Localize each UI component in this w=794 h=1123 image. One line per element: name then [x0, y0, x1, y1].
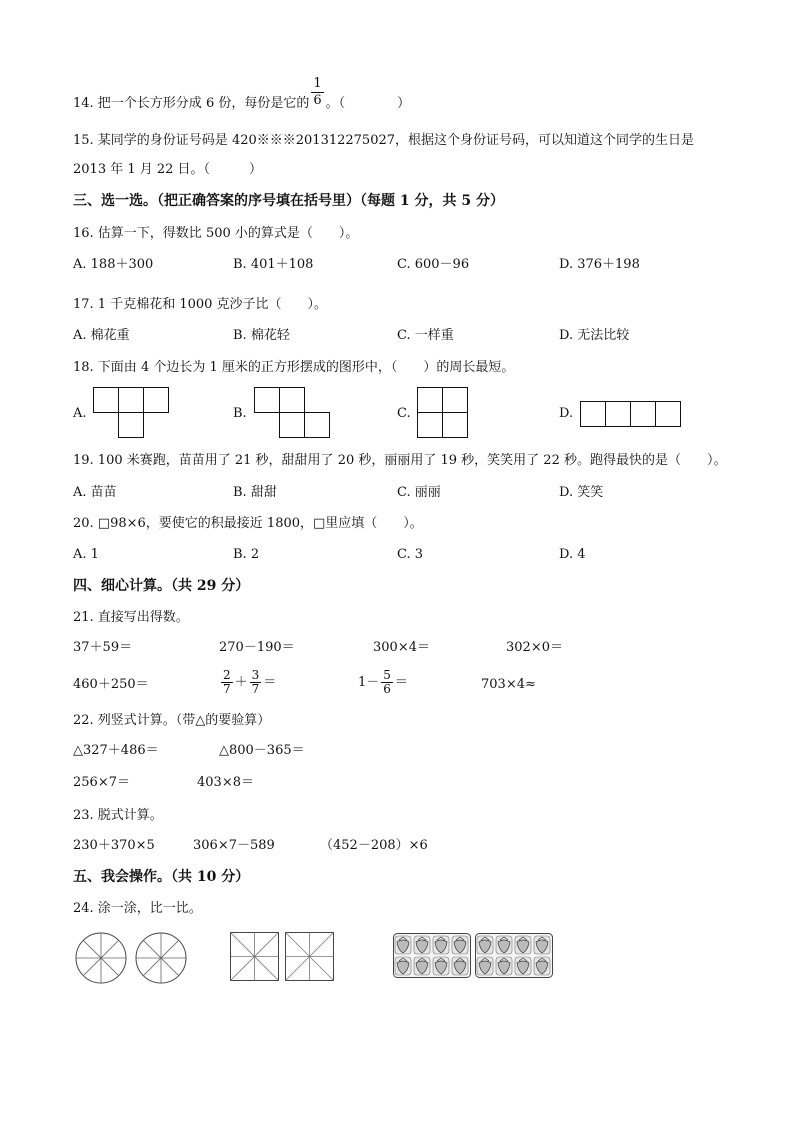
- q21-c7-num: 5: [383, 668, 391, 682]
- question-16: 16. 估算一下，得数比 500 小的算式是（ ）。: [73, 226, 359, 241]
- q21-c6-a-num: 2: [223, 668, 231, 682]
- q16-option-b: B. 401＋108: [233, 257, 314, 272]
- section-3-heading: 三、选一选。（把正确答案的序号填在括号里）（每题 1 分，共 5 分）: [73, 193, 504, 209]
- q18-label-d: D.: [559, 406, 574, 421]
- strawberry-box-1: [393, 933, 473, 979]
- question-22: 22. 列竖式计算。（带△的要验算）: [73, 713, 271, 728]
- q21-calc-8: 703×4≈: [481, 677, 536, 692]
- q21-calc-1: 37＋59＝: [73, 640, 133, 655]
- question-17: 17. 1 千克棉花和 1000 克沙子比（ ）。: [73, 297, 328, 312]
- q22-item-2: △800－365＝: [219, 743, 305, 758]
- strawberry-box-2: [475, 933, 555, 979]
- q21-c6-b-num: 3: [251, 668, 260, 682]
- q16-option-d: D. 376＋198: [559, 257, 640, 272]
- circle-eighths-2: [135, 932, 187, 984]
- question-18: 18. 下面由 4 个边长为 1 厘米的正方形摆成的图形中，（ ）的周长最短。: [73, 360, 515, 375]
- q22-item-4: 403×8＝: [197, 775, 254, 790]
- q22-item-3: 256×7＝: [73, 775, 130, 790]
- q23-item-2: 306×7－589: [193, 838, 275, 853]
- question-15-line1: 15. 某同学的身份证号码是 420※※※201312275027，根据这个身份证号码，可以知道这个同学的生日是: [73, 133, 695, 148]
- question-21: 21. 直接写出得数。: [73, 610, 189, 625]
- q14-text: 14. 把一个长方形分成 6 份，每份是它的: [73, 96, 310, 111]
- q18-label-b: B.: [233, 406, 247, 421]
- q19-option-b: B. 甜甜: [233, 485, 277, 500]
- q22-item-1: △327＋486＝: [73, 743, 159, 758]
- q23-item-1: 230＋370×5: [73, 838, 155, 853]
- q18-shape-a: [93, 387, 173, 441]
- q16-option-a: A. 188＋300: [73, 257, 154, 272]
- q21-calc-7: [358, 667, 408, 699]
- q21-calc-4: 302×0＝: [506, 640, 563, 655]
- q21-c6-a-den: 7: [223, 682, 231, 696]
- q17-option-d: D. 无法比较: [559, 328, 630, 343]
- q23-item-3: （452－208）×6: [320, 838, 428, 853]
- q20-option-a: A. 1: [73, 547, 99, 562]
- q14-fraction: [311, 76, 323, 109]
- q18-shape-b: [254, 387, 336, 441]
- q21-calc-2: 270－190＝: [219, 640, 295, 655]
- q19-option-c: C. 丽丽: [397, 485, 441, 500]
- q18-label-a: A.: [73, 406, 87, 421]
- q21-c6-frac-a: [221, 669, 233, 696]
- question-14: [73, 76, 411, 112]
- q21-c7-eq: ＝: [394, 675, 408, 690]
- q21-calc-5: 460＋250＝: [73, 677, 149, 692]
- q19-option-a: A. 苗苗: [73, 485, 117, 500]
- q14-denominator: 6: [313, 93, 322, 108]
- section-5-heading: 五、我会操作。（共 10 分）: [73, 869, 250, 885]
- q14-answer-blank: 。（ ）: [325, 96, 411, 111]
- q18-label-c: C.: [397, 406, 411, 421]
- q21-c6-eq: ＝: [263, 675, 277, 690]
- q21-calc-3: 300×4＝: [373, 640, 430, 655]
- q21-c7-den: 6: [383, 682, 391, 696]
- q14-numerator: 1: [313, 76, 322, 91]
- q21-c6-frac-b: [250, 669, 262, 696]
- square-eighths-2: [285, 932, 335, 982]
- q16-option-c: C. 600－96: [397, 257, 470, 272]
- q21-c6-b-den: 7: [251, 682, 260, 696]
- question-19: 19. 100 米赛跑，苗苗用了 21 秒，甜甜用了 20 秒，丽丽用了 19 秒，笑笑用了 22 秒。跑得最快的是（ ）。: [73, 453, 727, 468]
- question-23: 23. 脱式计算。: [73, 808, 163, 823]
- q21-c6-op: ＋: [234, 675, 248, 690]
- q17-option-a: A. 棉花重: [73, 328, 130, 343]
- square-eighths-1: [230, 932, 280, 982]
- q20-option-c: C. 3: [397, 547, 424, 562]
- circle-eighths-1: [75, 932, 127, 984]
- q17-option-c: C. 一样重: [397, 328, 454, 343]
- q20-option-d: D. 4: [559, 547, 586, 562]
- section-4-heading: 四、细心计算。（共 29 分）: [73, 578, 250, 594]
- q19-option-d: D. 笑笑: [559, 485, 604, 500]
- q17-option-b: B. 棉花轻: [233, 328, 290, 343]
- question-15-line2: 2013 年 1 月 22 日。（ ）: [73, 162, 263, 177]
- q21-c7-pre: 1－: [358, 675, 380, 690]
- q18-shape-d: [580, 401, 685, 429]
- q18-shape-c: [417, 387, 473, 441]
- q21-c7-frac: [381, 669, 393, 696]
- question-20: 20. □98×6，要使它的积最接近 1800，□里应填（ ）。: [73, 516, 423, 531]
- q21-calc-6: [219, 667, 276, 699]
- q20-option-b: B. 2: [233, 547, 260, 562]
- question-24: 24. 涂一涂，比一比。: [73, 901, 202, 916]
